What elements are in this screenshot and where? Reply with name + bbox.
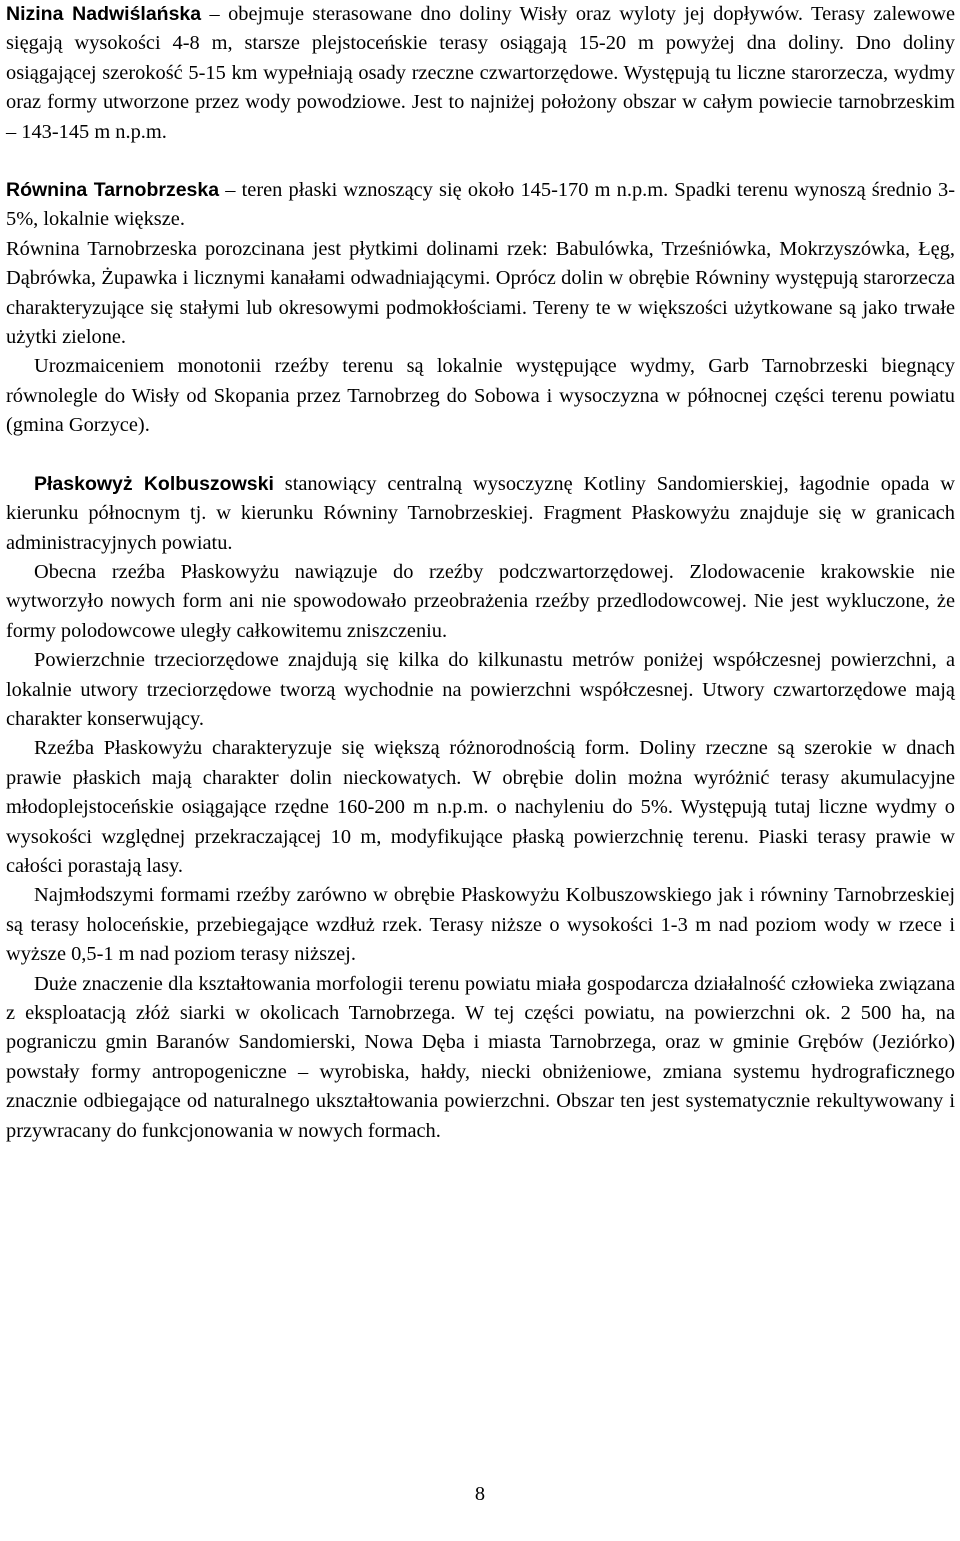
section-heading-nizina: Nizina Nadwiślańska [6,3,202,25]
section-plaskowyz-kolbuszowski [6,470,955,1146]
section-gap [6,147,955,176]
section-gap [6,441,955,470]
paragraph-plaskowyz-terasy: Najmłodszymi formami rzeźby zarówno w obrębie Płaskowyżu Kolbuszowskiego jak i równiny Tarnobrzeskiej są terasy holoceńskie, przebiegające wzdłuż rzek. Terasy niższe o wysokości 1-3 m nad poziom wody w rzece i wyższe 0,5-1 m nad poziom terasy niższej. [6,884,955,966]
paragraph-text: – teren płaski wznoszący się około 145-170 m n.p.m. Spadki terenu wynoszą średnio 3-5%, lokalnie większe. [6,179,955,231]
section-rownina-tarnobrzeska [6,176,955,441]
paragraph-rownina-doliny: Równina Tarnobrzeska porozcinana jest płytkimi dolinami rzek: Babulówka, Trześniówka, Mokrzyszówka, Łęg, Dąbrówka, Żupawka i licznymi kanałami odwadniającymi. Oprócz dolin w obrębie Równiny występują starorzecza charakteryzujące się stałymi lub okresowymi podmokłościami. Tereny te w większości użytkowane są jako trwałe użytki zielone. [6,237,955,349]
paragraph-plaskowyz-powierzchnie: Powierzchnie trzeciorzędowe znajdują się kilka do kilkunastu metrów poniżej współczesnej powierzchni, a lokalnie utwory trzeciorzędowe tworzą wychodnie na powierzchni współczesnej. Utwory czwartorzędowe mają charakter konserwujący. [6,649,955,730]
section-heading-rownina: Równina Tarnobrzeska [6,179,220,202]
section-heading-plaskowyz: Płaskowyż Kolbuszowski [34,472,274,495]
paragraph-nizina-intro [6,0,955,147]
paragraph-text: – obejmuje sterasowane dno doliny Wisły oraz wyloty jej dopływów. Terasy zalewowe sięgają wysokości 4-8 m, starsze plejstoceńskie terasy osiągają 15-20 m powyżej dna doliny. Dno doliny osiągającej szerokość 5-15 km wypełniają osady rzeczne czwartorzędowe. Występują tu liczne starorzecza, wydmy oraz formy utworzone przez wody powodziowe. Jest to najniżej położony obszar w całym powiecie tarnobrzeskim – 143-145 m n.p.m. [6,3,955,143]
paragraph-plaskowyz-intro [6,470,955,558]
paragraph-plaskowyz-dzialalnosc: Duże znaczenie dla kształtowania morfologii terenu powiatu miała gospodarcza działalność człowieka związana z eksploatacją złóż siarki w okolicach Tarnobrzega. W tej części powiatu, na powierzchni ok. 2 500 ha, na pograniczu gmin Baranów Sandomierski, Nowa Dęba i miasta Tarnobrzega, oraz w gminie Grębów (Jeziórko) powstały formy antropogeniczne – wyrobiska, hałdy, niecki obniżeniowe, zmiana systemu hydrograficznego znacznie odbiegające od naturalnego ukształtowania powierzchni. Obszar ten jest systematycznie rekultywowany i przywracany do funkcjonowania w nowych formach. [6,972,955,1142]
page-number: 8 [474,1483,486,1505]
paragraph-rownina-intro [6,176,955,235]
paragraph-plaskowyz-rzezba: Obecna rzeźba Płaskowyżu nawiązuje do rzeźby podczwartorzędowej. Zlodowacenie krakowskie nie wytworzyło nowych form ani nie spowodowało przeobrażenia rzeźby przedlodowcowej. Nie jest wykluczone, że formy polodowcowe uległy całkowitemu zniszczeniu. [6,560,955,642]
paragraph-rownina-wydmy: Urozmaiceniem monotonii rzeźby terenu są lokalnie występujące wydmy, Garb Tarnobrzeski biegnący równolegle do Wisły od Skopania przez Tarnobrzeg do Sobowa i wysoczyzna w północnej części terenu powiatu (gmina Gorzyce). [6,355,955,437]
section-nizina-nadwislanska [6,0,955,147]
paragraph-text: stanowiący centralną wysoczyznę Kotliny Sandomierskiej, łagodnie opada w kierunku północnym tj. w kierunku Równiny Tarnobrzeskiej. Fragment Płaskowyżu znajduje się w granicach administracyjnych powiatu. [6,472,955,554]
paragraph-plaskowyz-formy: Rzeźba Płaskowyżu charakteryzuje się większą różnorodnością form. Doliny rzeczne są szerokie w dnach prawie płaskich mają charakter dolin nieckowatych. W obrębie dolin można wyróżnić terasy akumulacyjne młodoplejstoceńskie osiągające rzędne 160-200 m n.p.m. o nachyleniu do 5%. Występują tutaj liczne wydmy o wysokości względnej przekraczającej 10 m, modyfikujące płaską powierzchnię terenu. Piaski terasy prawie w całości porastają lasy. [6,737,955,877]
document-page [6,0,955,1146]
